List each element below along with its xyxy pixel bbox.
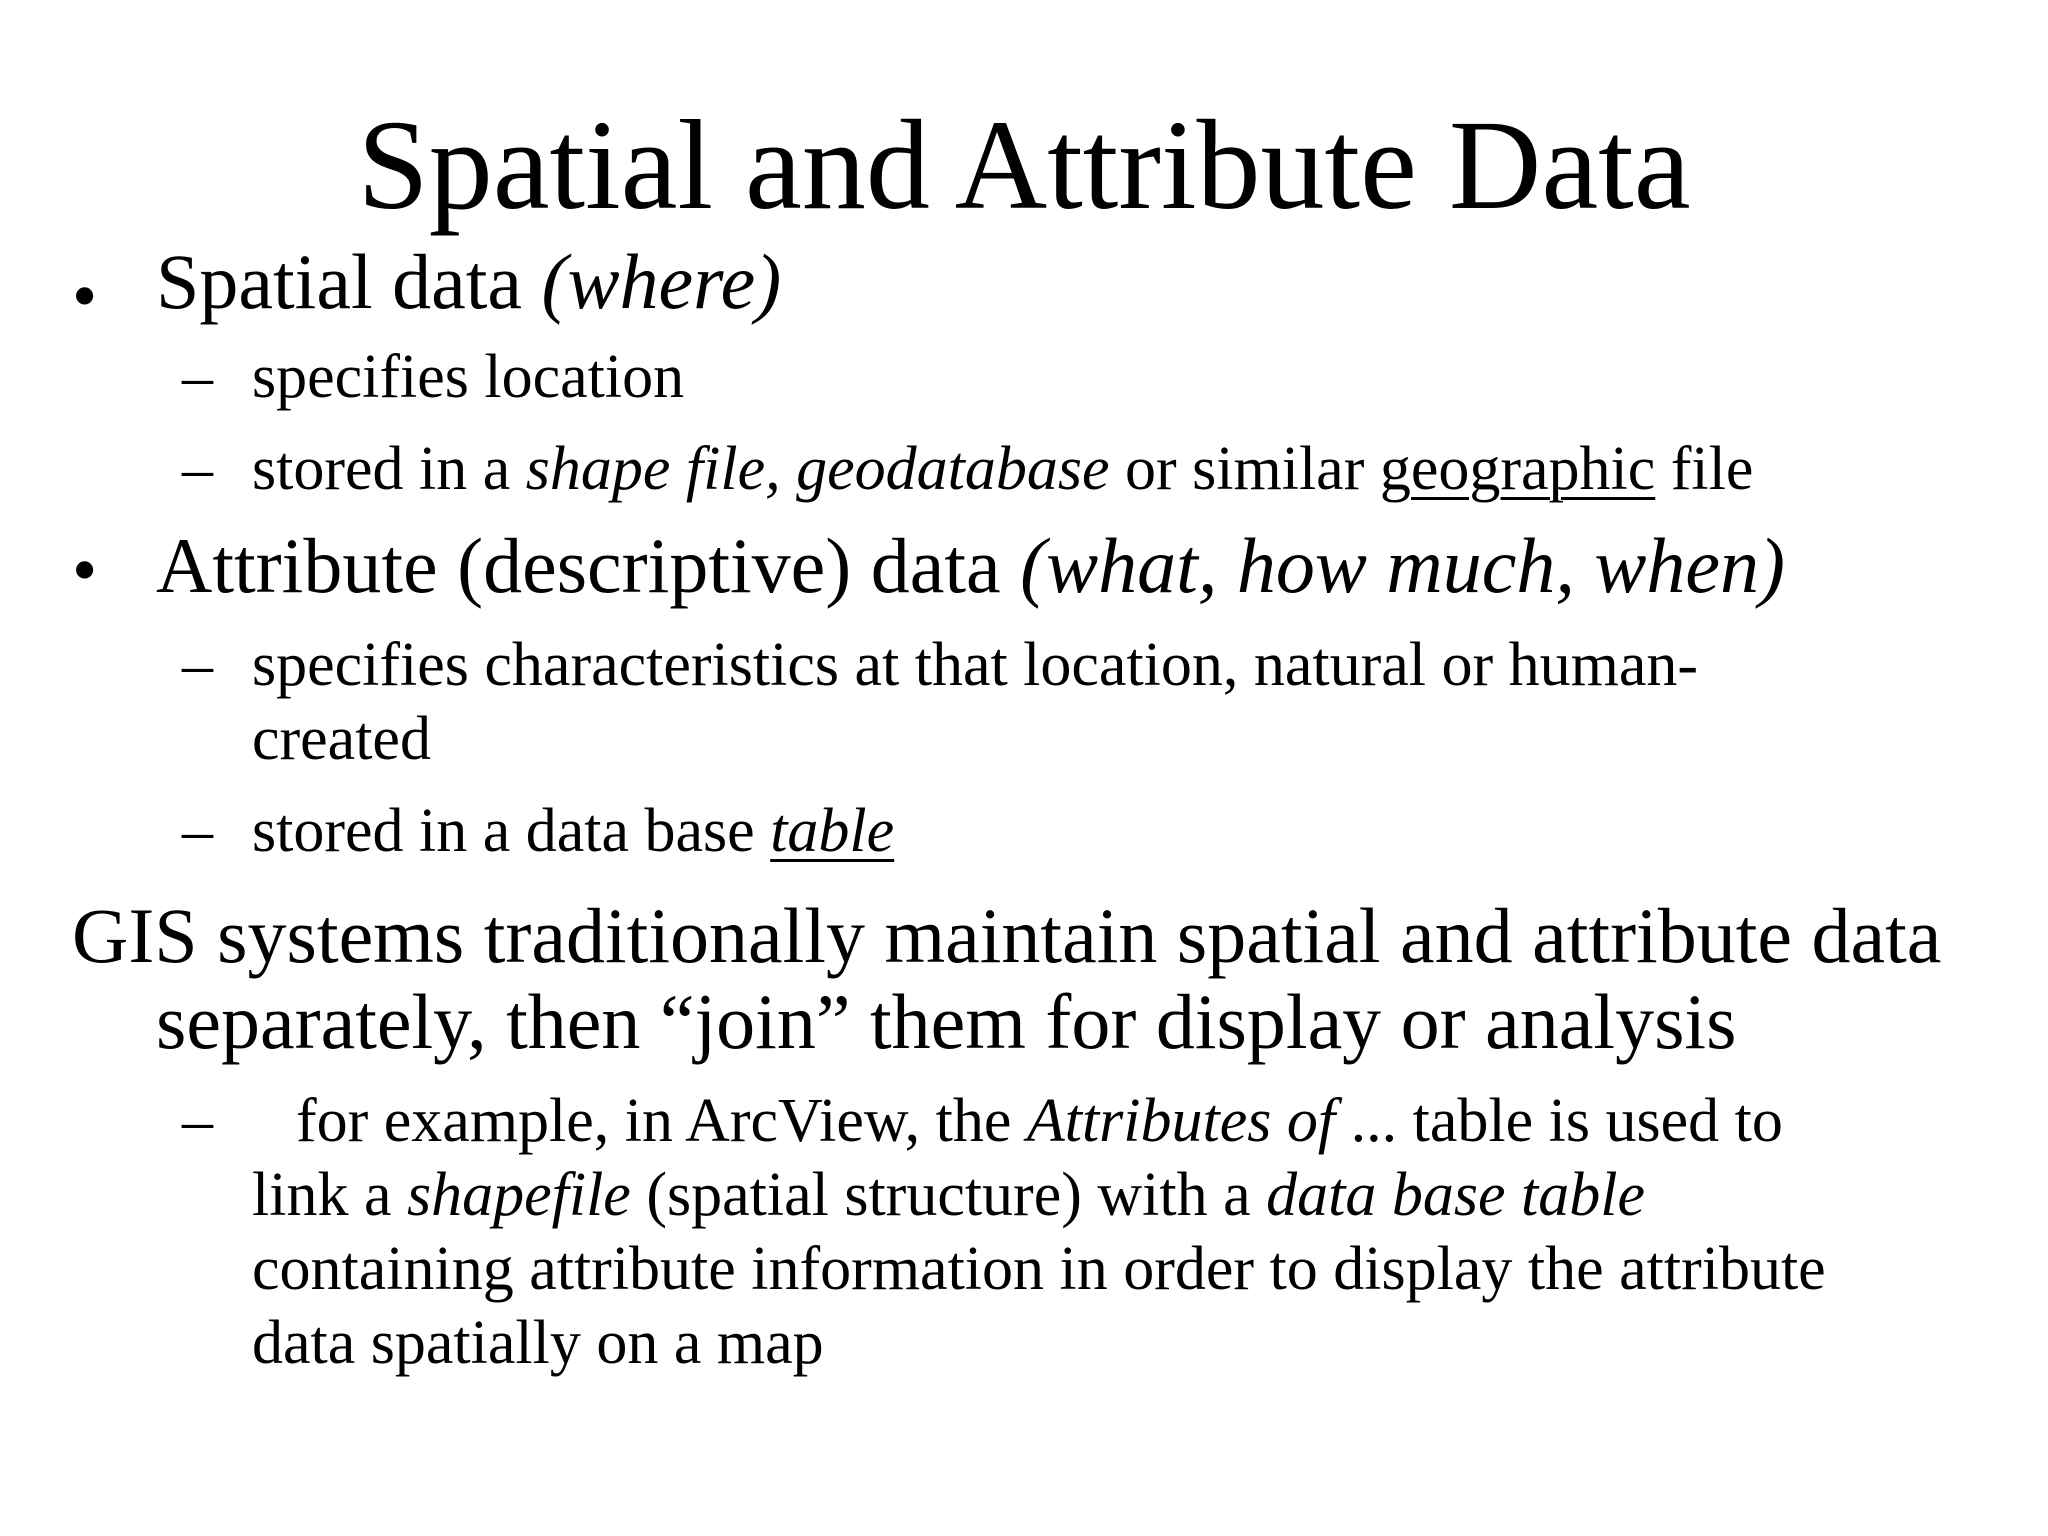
- dash-marker: –: [182, 631, 213, 699]
- gis-paragraph-line-2: separately, then “join” them for display or analysis: [156, 978, 1737, 1065]
- sub-text: stored in a data base: [252, 797, 771, 865]
- example-line-4: [252, 1306, 824, 1380]
- sub-stored-table: [252, 794, 894, 868]
- example-text: (spatial structure) with a: [630, 1161, 1267, 1229]
- bullet-emphasis: (what, how much, when): [1020, 522, 1785, 609]
- bullet-attribute-data: [156, 520, 1785, 612]
- example-text: ... table is used to: [1335, 1087, 1783, 1155]
- bullet-spatial-data: [156, 236, 781, 328]
- dash-marker: –: [182, 435, 213, 503]
- example-text: link a: [252, 1161, 407, 1229]
- example-line-2: [252, 1158, 1645, 1232]
- sub-underlined-emphasis: table: [770, 797, 895, 865]
- dash-marker: –: [182, 343, 213, 411]
- sub-continuation: [252, 702, 431, 776]
- slide-title: Spatial and Attribute Data: [357, 94, 1691, 236]
- sub-text: file: [1655, 435, 1754, 503]
- example-text: data spatially on a map: [252, 1309, 824, 1377]
- example-text: containing attribute information in order to display the attribute: [252, 1235, 1826, 1303]
- sub-text: created: [252, 705, 431, 773]
- bullet-marker: •: [72, 530, 98, 610]
- example-emphasis: data base table: [1266, 1161, 1645, 1229]
- example-emphasis: Attributes of: [1026, 1087, 1336, 1155]
- sub-text: specifies location: [252, 343, 685, 411]
- sub-text: specifies characteristics at that location, natural or human-: [252, 631, 1699, 699]
- bullet-marker: •: [72, 256, 98, 336]
- sub-stored-shape-file: [252, 432, 1753, 506]
- sub-specifies-location: [252, 340, 684, 414]
- bullet-text: Attribute (descriptive) data: [156, 522, 1021, 609]
- dash-marker: –: [182, 1087, 213, 1155]
- sub-underlined: geographic: [1379, 435, 1656, 503]
- example-line-1: [296, 1084, 1783, 1158]
- bullet-emphasis: (where): [541, 238, 782, 325]
- sub-emphasis: shape file, geodatabase: [525, 435, 1110, 503]
- sub-text: stored in a: [252, 435, 526, 503]
- example-text: for example, in ArcView, the: [296, 1087, 1027, 1155]
- bullet-text: Spatial data: [156, 238, 542, 325]
- sub-text: or similar: [1109, 435, 1380, 503]
- sub-specifies-characteristics: [252, 628, 1698, 702]
- gis-paragraph-line-1: GIS systems traditionally maintain spatial and attribute data: [72, 892, 1942, 979]
- example-line-3: [252, 1232, 1826, 1306]
- example-emphasis: shapefile: [406, 1161, 631, 1229]
- dash-marker: –: [182, 797, 213, 865]
